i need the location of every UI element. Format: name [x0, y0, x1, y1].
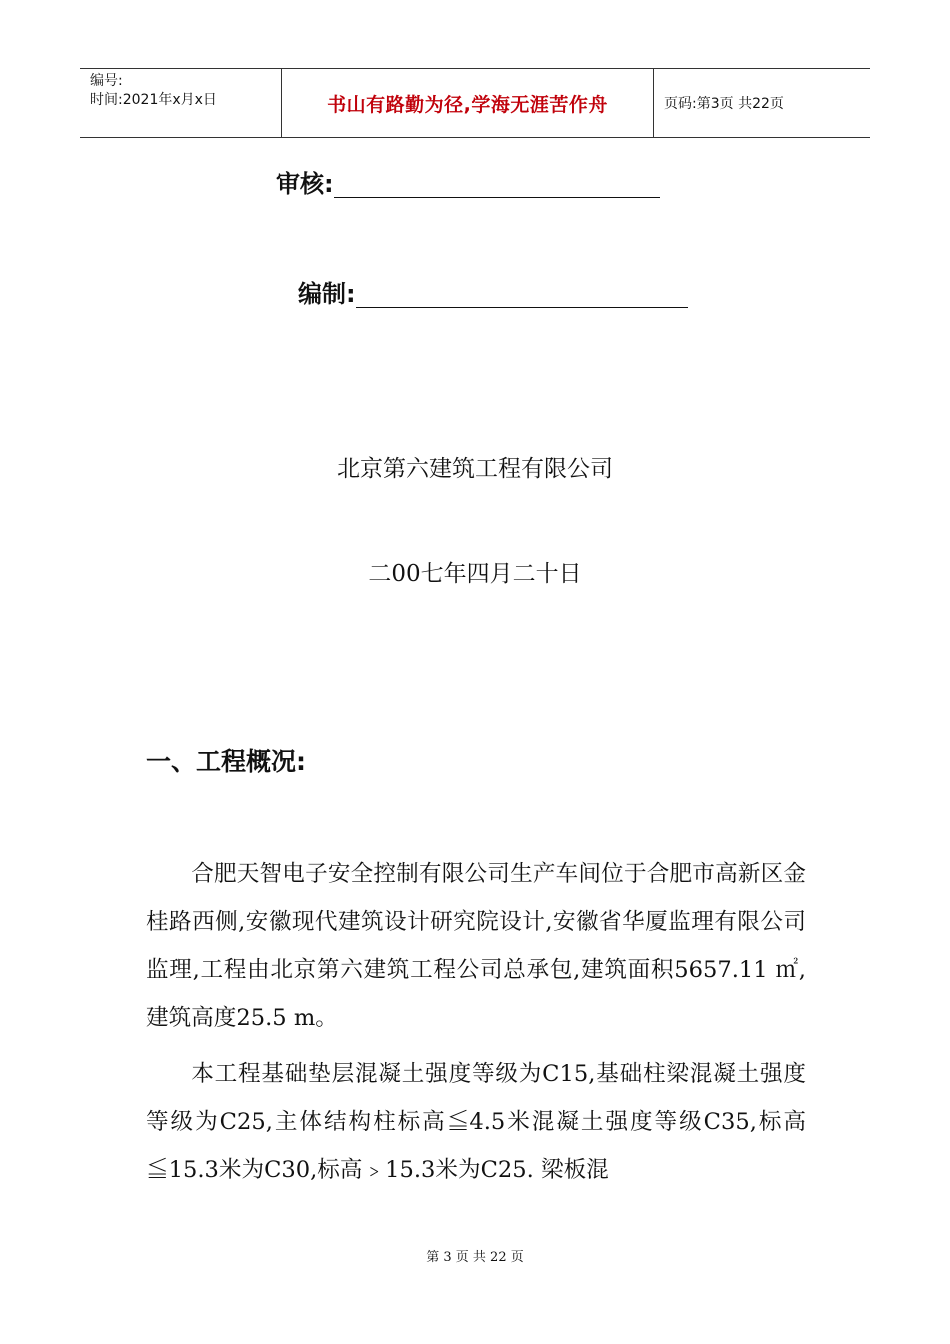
- paragraph-project-overview: 合肥天智电子安全控制有限公司生产车间位于合肥市高新区金桂路西侧,安徽现代建筑设计研究院设计,安徽省华厦监理有限公司监理,工程由北京第六建筑工程公司总承包,建筑面积5657.11 ㎡,建筑高度25.5 m。: [146, 861, 806, 1031]
- document-date: 二00七年四月二十日: [368, 561, 582, 587]
- section-title: 一、工程概况:: [146, 747, 306, 776]
- page-header: [80, 68, 870, 138]
- company-name: 北京第六建筑工程有限公司: [337, 456, 613, 482]
- compile-signature: [298, 280, 688, 308]
- header-motto: 书山有路勤为径,学海无涯苦作舟: [327, 93, 608, 116]
- compile-signature-line: [356, 281, 688, 308]
- header-meta: [80, 69, 282, 137]
- review-label: 审核:: [276, 170, 334, 198]
- paragraph-concrete-grades: 本工程基础垫层混凝土强度等级为C15,基础柱梁混凝土强度等级为C25,主体结构柱标高≦4.5米混凝土强度等级C35,标高≦15.3米为C30,标高﹥15.3米为C25. 梁板混: [146, 1061, 806, 1183]
- header-page-info: 页码:第3页 共22页: [664, 96, 784, 112]
- review-signature: [276, 170, 660, 198]
- document-number: 编号:: [90, 73, 123, 89]
- review-signature-line: [334, 171, 660, 198]
- header-motto-cell: [282, 69, 654, 137]
- page-footer: 第 3 页 共 22 页: [426, 1250, 524, 1265]
- compile-label: 编制:: [298, 280, 356, 308]
- document-time: 时间:2021年x月x日: [90, 92, 217, 108]
